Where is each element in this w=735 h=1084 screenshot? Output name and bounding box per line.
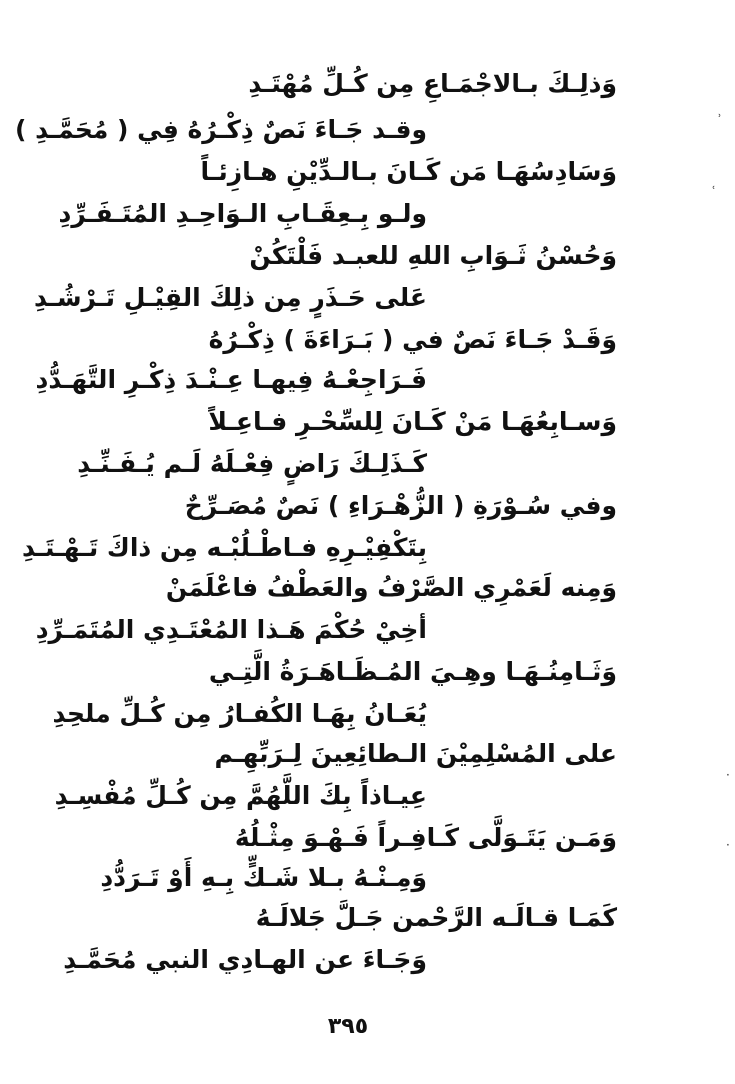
verse-line-12: بِتَكْفِيْـرِهِ فـاطْـلُبْـه مِن ذاكَ تَـهْـتَـدِ	[22, 533, 427, 562]
verse-line-16: يُعَـانُ بِهَـا الكُفـارُ مِن كُـلِّ ملحِدِ	[52, 699, 427, 728]
verse-line-15: وَثَـامِنُـهَـا وهِـيَ المُـظَـاهَـرَةُ الَّتِـي	[208, 657, 617, 686]
margin-mark: ʾ	[718, 112, 722, 126]
verse-line-18: عِيـاذاً بِكَ اللَّهُمَّ مِن كُـلِّ مُفْسِـدِ	[54, 781, 427, 810]
verse-line-6: عَلى حَـذَرٍ مِن ذلِكَ القِيْـلِ تَـرْشُـدِ	[33, 283, 427, 312]
verse-line-7: وَقَـدْ جَـاءَ نَصٌ في ( بَـرَاءَةَ ) ذِكْـرُهُ	[208, 325, 617, 354]
verse-line-3: وَسَادِسُهَـا مَن كَـانَ بـالـدِّيْنِ هـازِئـاً	[200, 157, 617, 186]
verse-line-20: وَمِـنْـهُ بـلا شَـكٍّ بِـهِ أَوْ تَـرَدُّدِ	[100, 863, 427, 892]
verse-line-21: كَمَـا قـالَـه الرَّحْمن جَـلَّ جَلالَـهُ	[255, 903, 617, 932]
verse-line-8: فَـرَاجِعْـهُ فِيهـا عِـنْـدَ ذِكْـرِ التَّهَـدُّدِ	[35, 365, 427, 394]
margin-mark: ʿ	[712, 184, 716, 198]
verse-line-14: أخِيْ حُكْمَ هَـذا المُعْتَـدِي المُتَمَـرِّدِ	[35, 615, 427, 644]
verse-line-11: وفي سُـوْرَةِ ( الزُّهْـرَاءِ ) نَصٌ مُصَـرِّحٌ	[184, 491, 617, 520]
verse-line-19: وَمَـن يَتَـوَلَّى كَـافِـراً فَـهْـوَ مِثْـلُهُ	[234, 823, 617, 852]
verse-line-5: وَحُسْنُ ثَـوَابِ اللهِ للعبـد فَلْتَكُنْ	[249, 241, 617, 270]
verse-line-4: ولـو بِـعِقَـابِ الـوَاحِـدِ المُتَـفَـرِّدِ	[58, 199, 427, 228]
margin-mark: ·	[726, 838, 730, 852]
verse-line-9: وَسـابِعُهَـا مَنْ كَـانَ لِلسِّحْـرِ فـاعِـلاً	[208, 407, 617, 436]
margin-mark: ·	[726, 768, 730, 782]
page-number: ٣٩٥	[327, 1014, 369, 1039]
verse-line-10: كَـذَلِـكَ رَاضٍ فِعْـلَهُ لَـم يُـفَـنِّـدِ	[77, 449, 427, 478]
verse-line-13: وَمِنه لَعَمْرِي الصَّرْفُ والعَطْفُ فاعْلَمَنْ	[165, 573, 617, 602]
verse-line-17: على المُسْلِمِيْنَ الـطائِعِينَ لِـرَبِّهِـم	[214, 739, 617, 768]
verse-line-22: وَجَـاءَ عن الهـادِي النبي مُحَمَّـدِ	[63, 945, 427, 974]
verse-line-1: وَذلِـكَ بـالاجْمَـاعِ مِن كُـلِّ مُهْتَـدِ	[248, 69, 617, 98]
verse-line-2: وقـد جَـاءَ نَصٌ ذِكْـرُهُ فِي ( مُحَمَّـدِ )	[14, 115, 427, 144]
